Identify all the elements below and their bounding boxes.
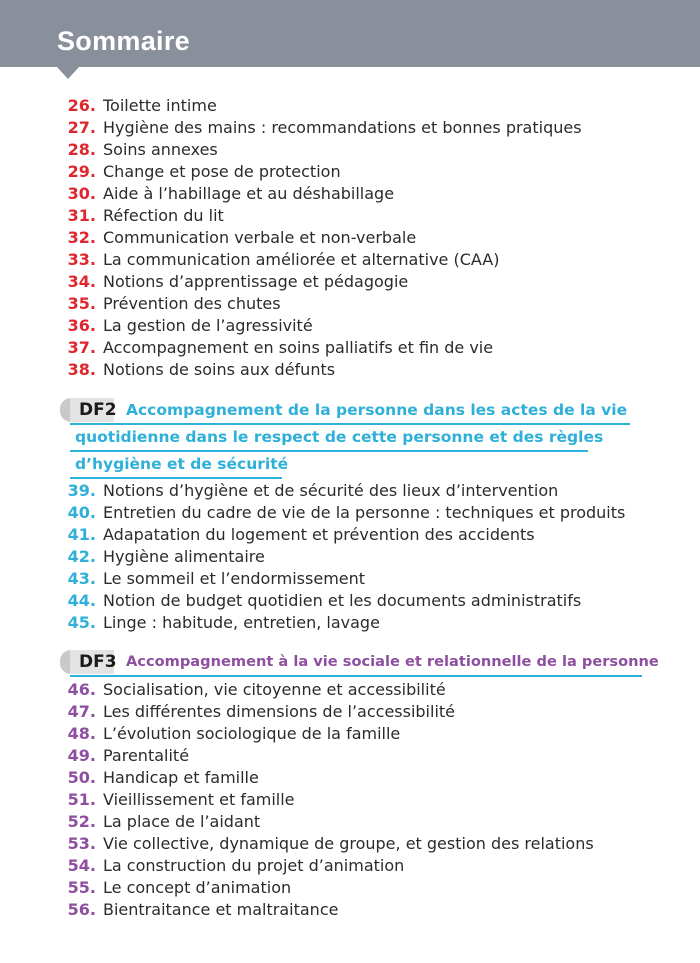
toc-item[interactable]: [0, 789, 700, 811]
toc-title: Prévention des chutes: [103, 294, 281, 313]
toc-title: Soins annexes: [103, 140, 218, 159]
toc-item[interactable]: [0, 502, 700, 524]
toc-number: 27.: [67, 118, 96, 137]
toc-number: 48.: [67, 724, 96, 743]
section1-list: [0, 95, 700, 381]
toc-title: Adapatation du logement et prévention des accidents: [103, 525, 535, 544]
toc-item[interactable]: [0, 337, 700, 359]
toc-title: Linge : habitude, entretien, lavage: [103, 613, 380, 632]
toc-item[interactable]: [0, 568, 700, 590]
toc-number: 49.: [67, 746, 96, 765]
toc-title: Toilette intime: [103, 96, 217, 115]
toc-item[interactable]: [0, 877, 700, 899]
toc-number: 43.: [67, 569, 96, 588]
toc-item[interactable]: [0, 701, 700, 723]
toc-number: 42.: [67, 547, 96, 566]
toc-item[interactable]: [0, 139, 700, 161]
df2-title-line-3[interactable]: d’hygiène et de sécurité: [75, 455, 289, 473]
toc-number: 29.: [67, 162, 96, 181]
toc-title: Change et pose de protection: [103, 162, 341, 181]
page-title: Sommaire: [57, 26, 190, 56]
toc-number: 44.: [67, 591, 96, 610]
df2-title-line-1[interactable]: Accompagnement de la personne dans les actes de la vie: [126, 401, 628, 419]
toc-item[interactable]: [0, 745, 700, 767]
toc-number: 41.: [67, 525, 96, 544]
toc-number: 45.: [67, 613, 96, 632]
toc-item[interactable]: [0, 811, 700, 833]
toc-item[interactable]: [0, 117, 700, 139]
toc-title: La gestion de l’agressivité: [103, 316, 313, 335]
toc-number: 53.: [67, 834, 96, 853]
toc-title: Le sommeil et l’endormissement: [103, 569, 366, 588]
toc-title: Hygiène des mains : recommandations et bonnes pratiques: [103, 118, 582, 137]
toc-title: Socialisation, vie citoyenne et accessibilité: [103, 680, 446, 699]
toc-title: Communication verbale et non-verbale: [103, 228, 417, 247]
toc-number: 34.: [67, 272, 96, 291]
toc-number: 33.: [67, 250, 96, 269]
toc-title: Accompagnement en soins palliatifs et fin de vie: [103, 338, 494, 357]
toc-title: Notions d’apprentissage et pédagogie: [103, 272, 409, 291]
df3-title-line-1[interactable]: Accompagnement à la vie sociale et relationnelle de la personne: [126, 653, 659, 670]
toc-number: 36.: [67, 316, 96, 335]
toc-item[interactable]: [0, 612, 700, 634]
toc-item[interactable]: [0, 161, 700, 183]
toc-item[interactable]: [0, 480, 700, 502]
toc-title: Les différentes dimensions de l’accessibilité: [103, 702, 456, 721]
toc-number: 35.: [67, 294, 96, 313]
toc-number: 54.: [67, 856, 96, 875]
page-header: [0, 0, 700, 67]
toc-item[interactable]: [0, 271, 700, 293]
toc-title: Hygiène alimentaire: [103, 547, 265, 566]
toc-number: 47.: [67, 702, 96, 721]
toc-title: Parentalité: [103, 746, 190, 765]
toc-number: 55.: [67, 878, 96, 897]
toc-item[interactable]: [0, 546, 700, 568]
toc-title: Handicap et famille: [103, 768, 259, 787]
df2-underline-3: [70, 477, 282, 479]
toc-item[interactable]: [0, 899, 700, 921]
toc-number: 46.: [67, 680, 96, 699]
toc-item[interactable]: [0, 833, 700, 855]
toc-number: 52.: [67, 812, 96, 831]
toc-number: 56.: [67, 900, 96, 919]
toc-number: 38.: [67, 360, 96, 379]
toc-title: Réfection du lit: [103, 206, 224, 225]
toc-title: Notions d’hygiène et de sécurité des lieux d’intervention: [103, 481, 559, 500]
toc-item[interactable]: [0, 293, 700, 315]
toc-title: Notion de budget quotidien et les documents administratifs: [103, 591, 582, 610]
toc-title: L’évolution sociologique de la famille: [103, 724, 401, 743]
df2-title-line-2[interactable]: quotidienne dans le respect de cette personne et des règles: [75, 428, 604, 446]
toc-item[interactable]: [0, 679, 700, 701]
toc-item[interactable]: [0, 855, 700, 877]
toc-number: 51.: [67, 790, 96, 809]
toc-number: 39.: [67, 481, 96, 500]
df3-underline: [70, 675, 642, 677]
toc-item[interactable]: [0, 205, 700, 227]
toc-number: 26.: [67, 96, 96, 115]
toc-item[interactable]: [0, 767, 700, 789]
toc-number: 31.: [67, 206, 96, 225]
toc-title: Bientraitance et maltraitance: [103, 900, 339, 919]
toc-title: La communication améliorée et alternative (CAA): [103, 250, 500, 269]
df3-list: [0, 679, 700, 921]
toc-number: 30.: [67, 184, 96, 203]
toc-title: Vieillissement et famille: [103, 790, 295, 809]
toc-item[interactable]: [0, 249, 700, 271]
df2-list: [0, 480, 700, 634]
toc-item[interactable]: [0, 95, 700, 117]
toc-title: La construction du projet d’animation: [103, 856, 405, 875]
toc-number: 37.: [67, 338, 96, 357]
header-notch: [57, 67, 79, 79]
toc-item[interactable]: [0, 590, 700, 612]
toc-item[interactable]: [0, 359, 700, 381]
toc-number: 28.: [67, 140, 96, 159]
toc-item[interactable]: [0, 524, 700, 546]
toc-title: Vie collective, dynamique de groupe, et gestion des relations: [103, 834, 594, 853]
toc-title: Aide à l’habillage et au déshabillage: [103, 184, 395, 203]
toc-number: 40.: [67, 503, 96, 522]
toc-item[interactable]: [0, 183, 700, 205]
toc-title: Le concept d’animation: [103, 878, 292, 897]
df3-code: DF3: [79, 652, 117, 672]
toc-item[interactable]: [0, 227, 700, 249]
toc-title: La place de l’aidant: [103, 812, 261, 831]
toc-number: 32.: [67, 228, 96, 247]
toc-item[interactable]: [0, 315, 700, 337]
toc-number: 50.: [67, 768, 96, 787]
toc-title: Notions de soins aux défunts: [103, 360, 336, 379]
toc-item[interactable]: [0, 723, 700, 745]
df2-code: DF2: [79, 400, 117, 420]
toc-title: Entretien du cadre de vie de la personne : techniques et produits: [103, 503, 626, 522]
